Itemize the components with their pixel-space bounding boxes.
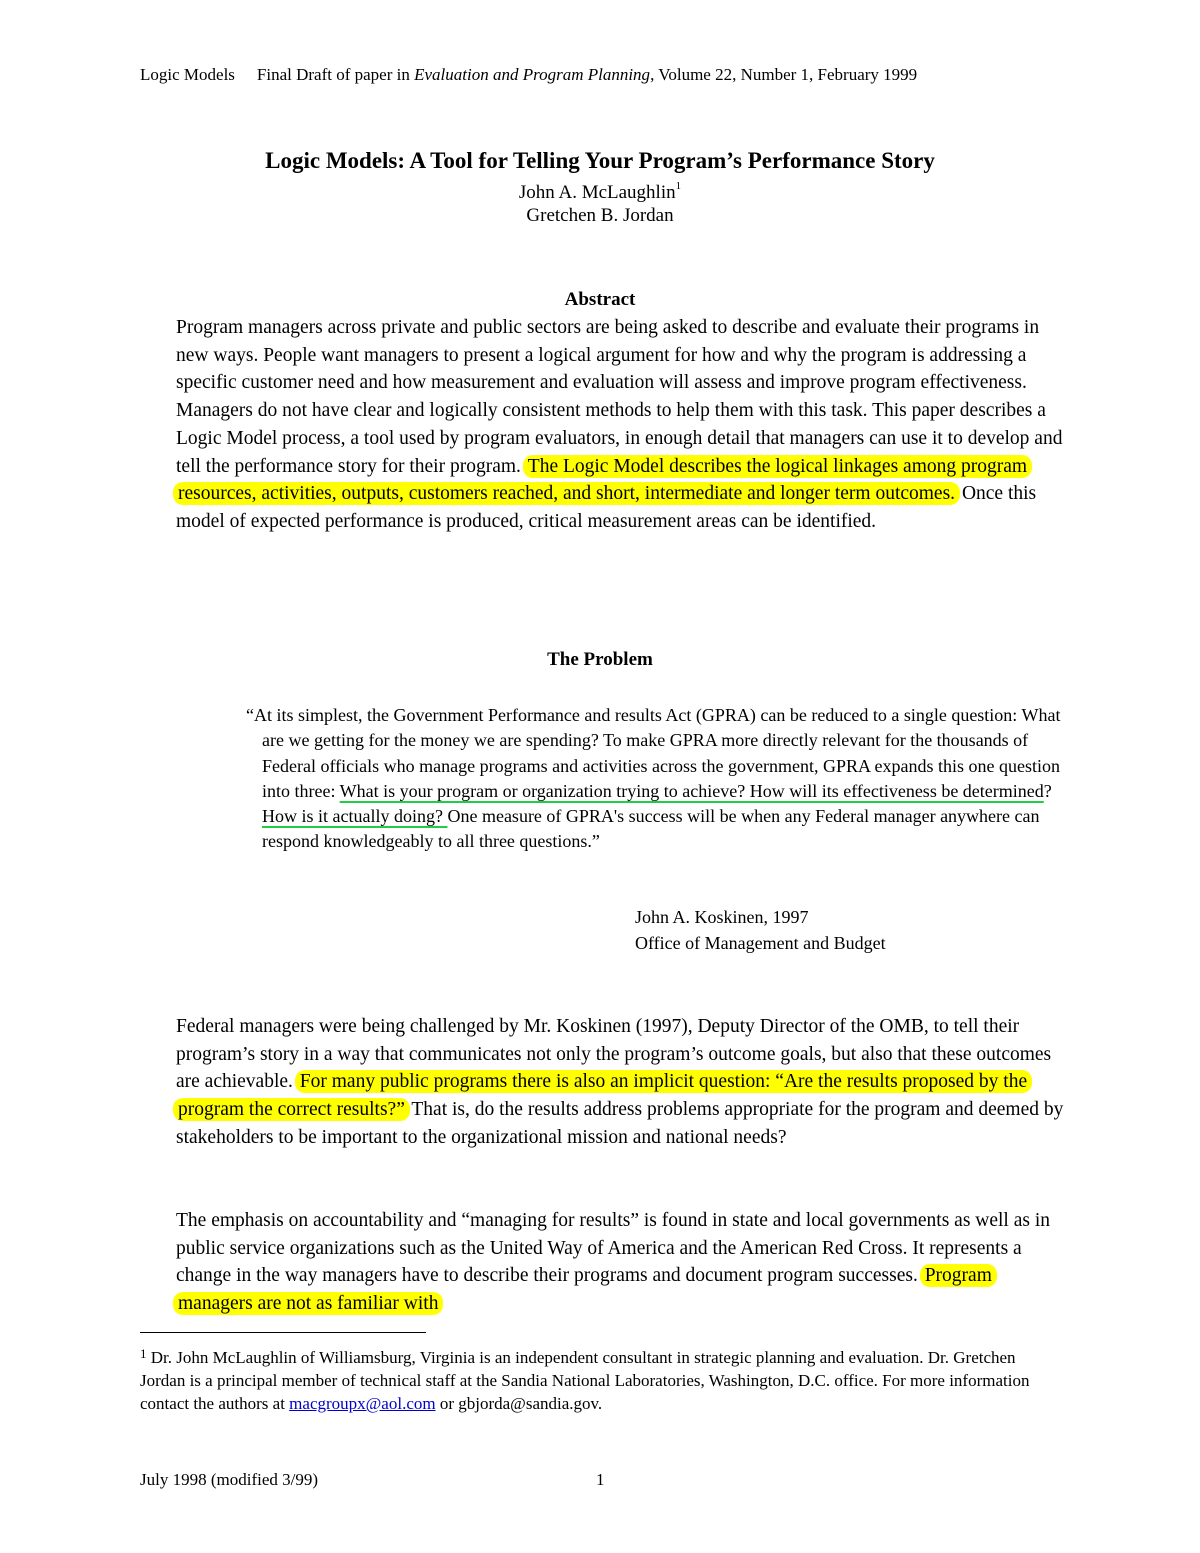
abstract-heading: Abstract — [564, 289, 636, 310]
header-short-title: Logic Models — [140, 65, 235, 84]
quote-text-1: “At its simplest, the Government Performance and results Act (GPRA) can be reduced to a single question: What are we getting for the money we are spending? To make GPRA more directly relevant for the thousands of Federal officials who manage programs and activities across the government, GPRA expands this one question into three: — [246, 705, 1061, 801]
footnote-separator — [140, 1332, 426, 1333]
p1-text-before: Federal managers were being challenged by Mr. Koskinen (1997), Deputy Director of the OMB, to tell their program’s story in a way that communicates not only the program’s outcome goals, but also that these outcomes are achievable. — [176, 1016, 1052, 1093]
body-paragraph-1 — [176, 1013, 1066, 1152]
footnote-text-end: or gbjorda@sandia.gov. — [435, 1394, 603, 1413]
header-prefix: Final Draft of paper in — [256, 65, 415, 84]
header-journal: Evaluation and Program Planning — [414, 65, 651, 84]
quote-underline-2: How is it actually doing? — [262, 806, 448, 827]
email-link[interactable]: macgroupx@aol.com — [289, 1394, 436, 1413]
p1-text-after: That is, do the results address problems appropriate for the program and deemed by stakeholders to be important to the organizational mission and national needs? — [176, 1099, 1064, 1148]
problem-heading: The Problem — [547, 649, 653, 670]
quote-attribution — [635, 905, 1065, 956]
author-1-name: John A. McLaughlin — [518, 182, 676, 203]
p2-highlight: Program managers are not as familiar with — [173, 1264, 997, 1315]
body-paragraph-2 — [176, 1207, 1066, 1318]
author-1-footnote-mark: 1 — [675, 180, 682, 192]
footer-date: July 1998 (modified 3/99) — [140, 1470, 319, 1489]
abstract-highlight: The Logic Model describes the logical linkages among program resources, activities, outputs, customers reached, and short, intermediate and longer term outcomes. — [173, 455, 1032, 506]
abstract-paragraph — [176, 314, 1066, 536]
page-number: 1 — [596, 1470, 605, 1489]
p1-highlight: For many public programs there is also an implicit question: “Are the results proposed by the program the correct results?” — [173, 1070, 1032, 1121]
author-2 — [0, 204, 1200, 228]
footnote-mark: 1 — [140, 1346, 147, 1361]
p2-text-before: The emphasis on accountability and “managing for results” is found in state and local governments as well as in public service organizations such as the United Way of America and the American Red Cross. It represents a change in the way managers have to describe their programs and document program successes. — [176, 1210, 1051, 1287]
quote-underline-1: What is your program or organization trying to achieve? How will its effectiveness be determined — [339, 780, 1044, 801]
footnote-text: Dr. John McLaughlin of Williamsburg, Virginia is an independent consultant in strategic planning and evaluation. Dr. Gretchen Jordan is a principal member of technical staff at the Sandia National Laboratories, Washington, D.C. office. For more information contact the authors at — [140, 1348, 1030, 1413]
paper-title: Logic Models: A Tool for Telling Your Program’s Performance Story — [265, 148, 935, 173]
abstract-text-after: Once this model of expected performance is produced, critical measurement areas can be identified. — [176, 483, 1037, 532]
attribution-org: Office of Management and Budget — [635, 932, 886, 953]
quote-text-2: One measure of GPRA's success will be when any Federal manager anywhere can respond knowledgeably to all three questions.” — [262, 806, 1040, 852]
gpra-quote — [246, 703, 1082, 855]
attribution-name: John A. Koskinen, 1997 — [635, 907, 809, 927]
author-2-name: Gretchen B. Jordan — [526, 205, 674, 226]
running-header — [140, 64, 1060, 86]
author-1 — [0, 174, 1200, 205]
quote-text-mid: ? — [1043, 780, 1052, 801]
footnote — [140, 1342, 1060, 1415]
header-suffix: , Volume 22, Number 1, February 1999 — [650, 65, 918, 84]
abstract-text-before: Program managers across private and public sectors are being asked to describe and evaluate their programs in new ways. People want managers to present a logical argument for how and why the program is addressing a specific customer need and how measurement and evaluation will assess and improve program effectiveness. Managers do not have clear and logically consistent methods to help them with this task. This paper describes a Logic Model process, a tool used by program evaluators, in enough detail that managers can use it to develop and tell the performance story for their program. — [176, 317, 1063, 477]
